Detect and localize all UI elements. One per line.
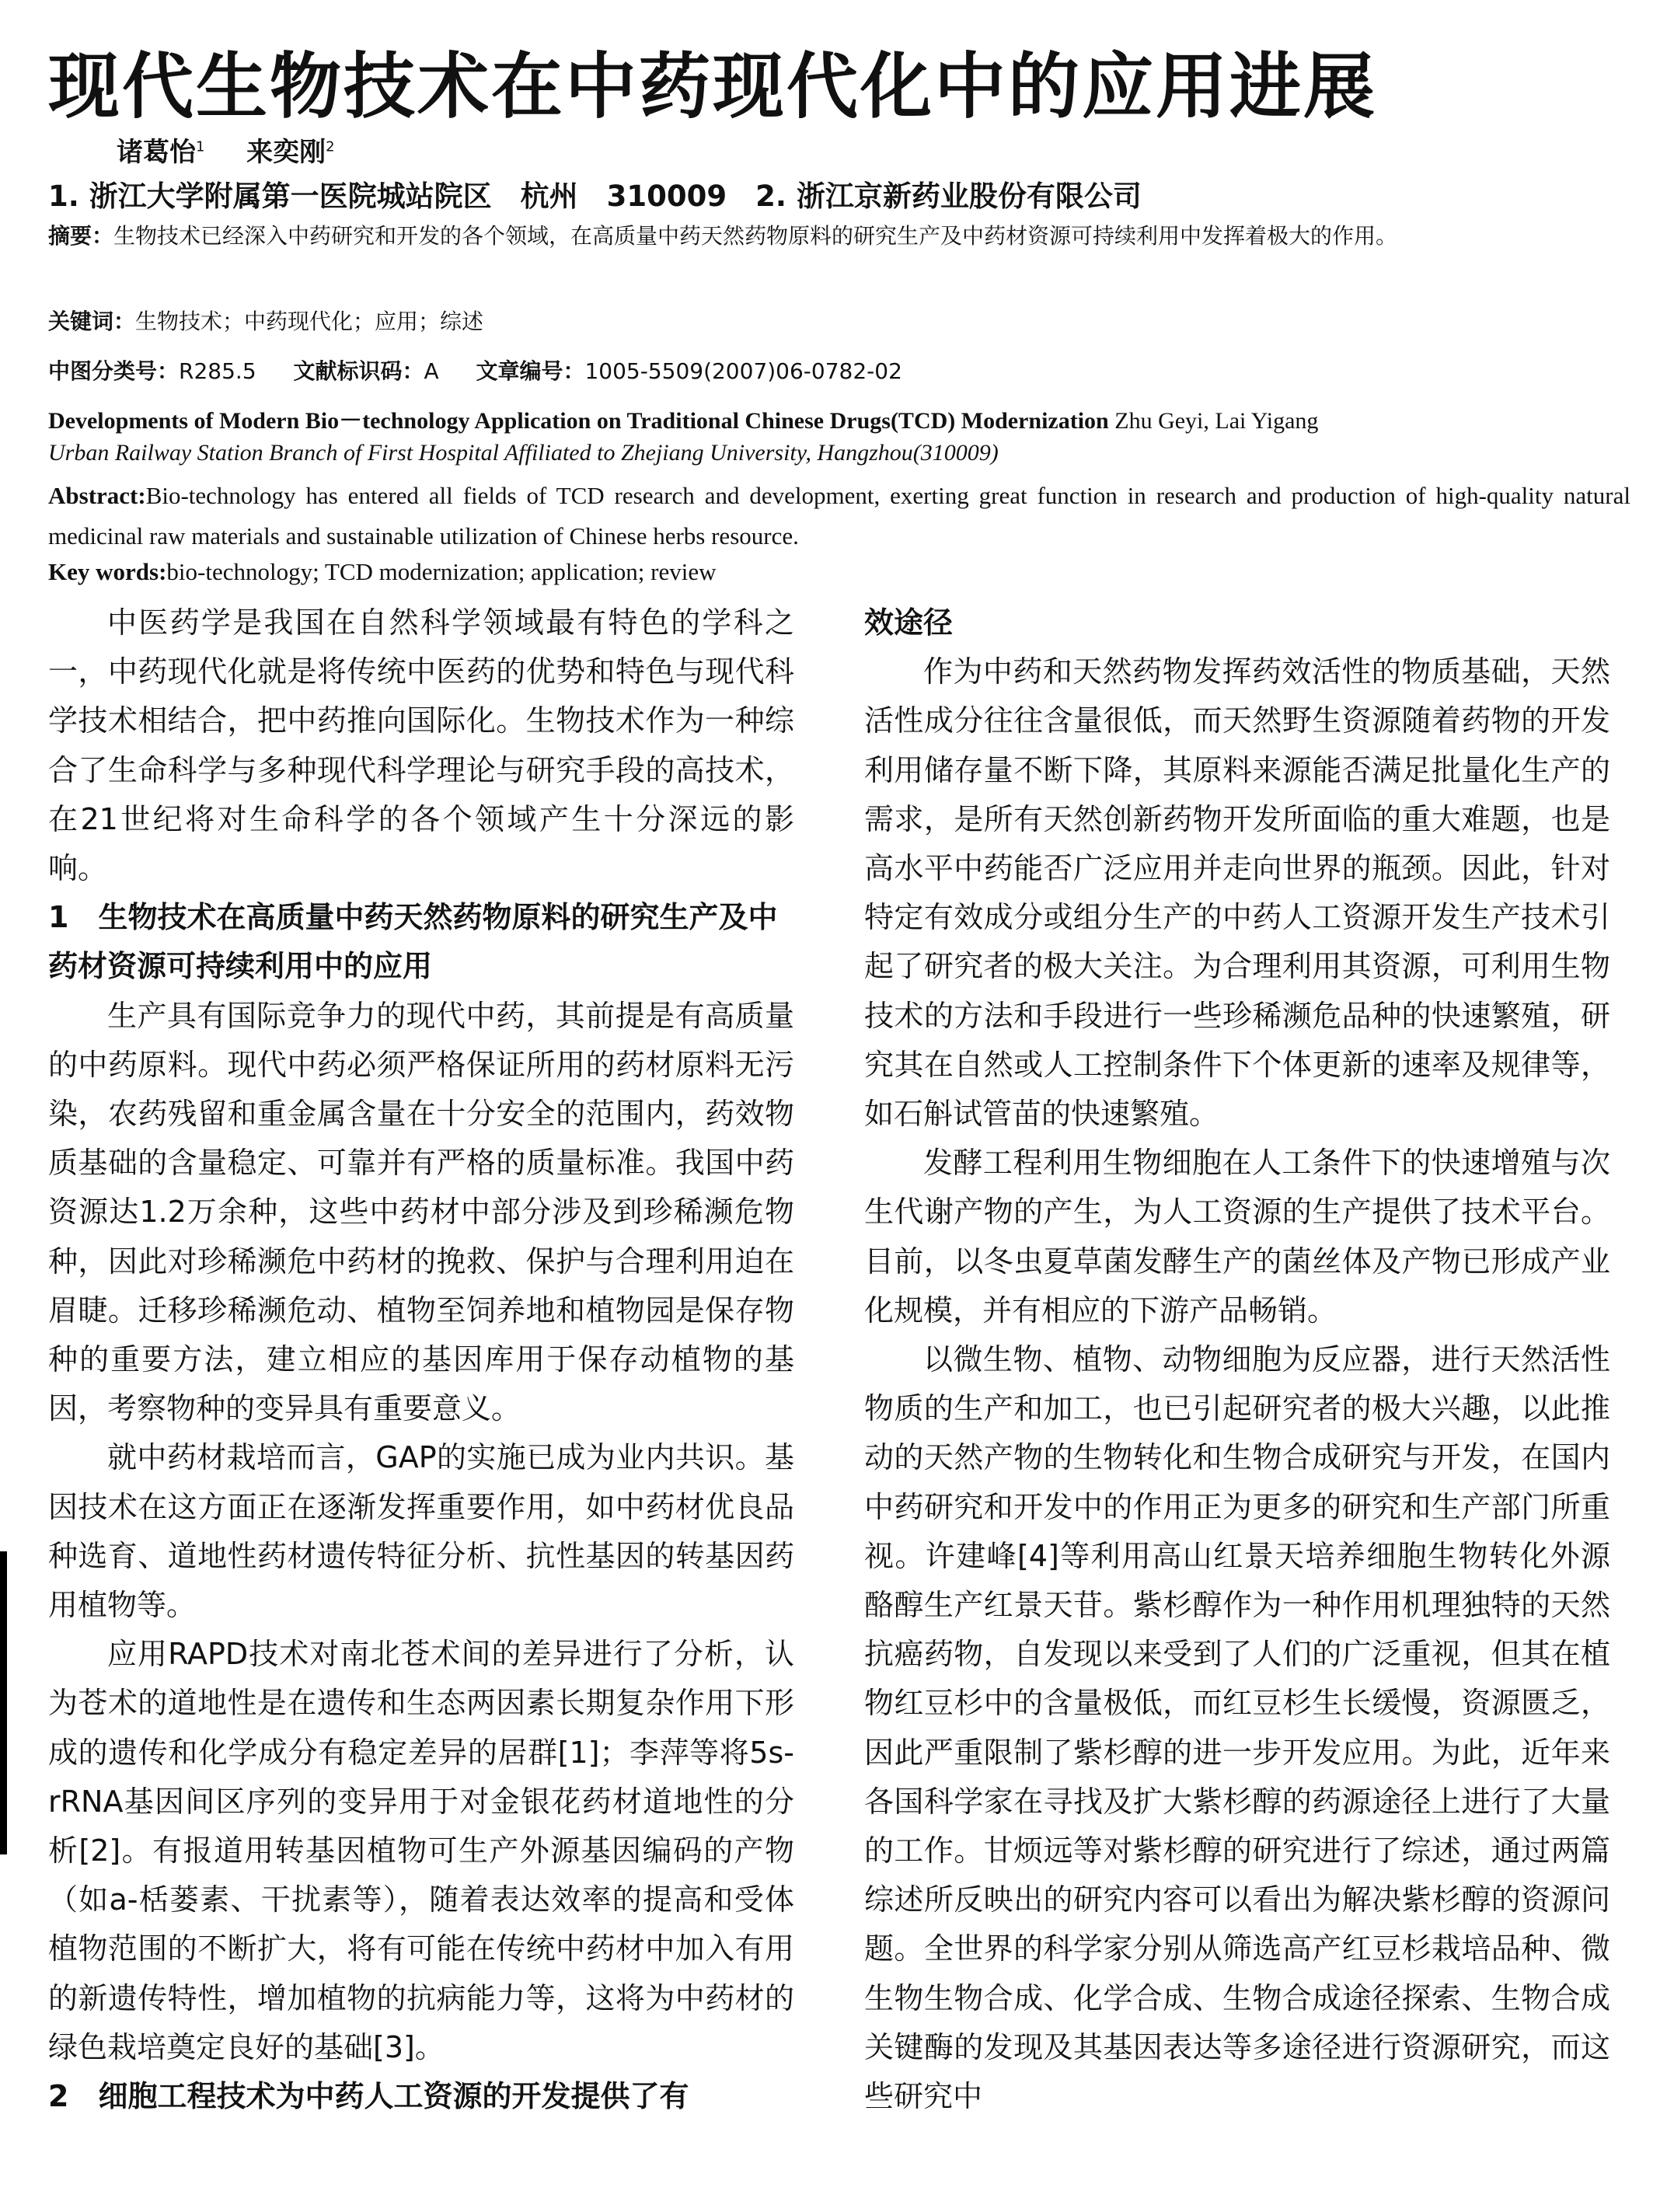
- english-abstract-text: Bio-technology has entered all fields of TCD research and development, exerting great function in research and production of high-quality natural medicinal raw materials and sustainable utilization of Chinese herbs resource.: [48, 482, 1630, 550]
- classification-line: [48, 354, 902, 386]
- abstract-zh: [48, 221, 1626, 252]
- english-keywords-label: Key words:: [48, 558, 167, 585]
- clc-label: 中图分类号：: [48, 358, 180, 384]
- scan-margin-mark: [0, 1551, 7, 1854]
- english-keywords: [48, 558, 717, 586]
- body-paragraph: 发酵工程利用生物细胞在人工条件下的快速增殖与次生代谢产物的产生，为人工资源的生产提供了技术平台。目前，以冬虫夏草菌发酵生产的菌丝体及产物已形成产业化规模，并有相应的下游产品畅销。: [864, 1146, 1610, 1328]
- doc-code-value: A: [424, 358, 439, 384]
- body-paragraph: 应用RAPD技术对南北苍术间的差异进行了分析，认为苍术的道地性是在遗传和生态两因素长期复杂作用下形成的遗传和化学成分有稳定差异的居群[1]；李萍等将5s-rRNA基因间区序列的变异用于对金银花药材道地性的分析[2]。有报道用转基因植物可生产外源基因编码的产物（如a-栝蒌素、干扰素等），随着表达效率的提高和受体植物范围的不断扩大，将有可能在传统中药材中加入有用的新遗传特性，增加植物的抗病能力等，这将为中药材的绿色栽培奠定良好的基础[3]。: [48, 1637, 794, 2064]
- abstract-zh-text: 生物技术已经深入中药研究和开发的各个领域，在高质量中药天然药物原料的研究生产及中药材资源可持续利用中发挥着极大的作用。: [113, 223, 1398, 249]
- abstract-zh-label: 摘要：: [48, 223, 114, 249]
- article-number-value: 1005-5509(2007)06-0782-02: [584, 358, 902, 384]
- keywords-zh: [48, 306, 1626, 337]
- body-paragraph: 生产具有国际竞争力的现代中药，其前提是有高质量的中药原料。现代中药必须严格保证所用的药材原料无污染，农药残留和重金属含量在十分安全的范围内，药效物质基础的含量稳定、可靠并有严格的质量标准。我国中药资源达1.2万余种，这些中药材中部分涉及到珍稀濒危物种，因此对珍稀濒危中药材的挽救、保护与合理利用迫在眉睫。迁移珍稀濒危动、植物至饲养地和植物园是保存物种的重要方法，建立相应的基因库用于保存动植物的基因，考察物种的变异具有重要意义。: [48, 998, 794, 1426]
- authors: [117, 131, 335, 169]
- body-right-column: [864, 598, 1610, 2121]
- english-title: Developments of Modern Bio－technology Application on Traditional Chinese Drugs(TCD) Modernization: [48, 408, 1109, 434]
- keywords-zh-label: 关键词：: [48, 309, 136, 334]
- english-abstract-label: Abstract:: [48, 482, 146, 509]
- body-paragraph: 就中药材栽培而言，GAP的实施已成为业内共识。基因技术在这方面正在逐渐发挥重要作用，如中药材优良品种选育、道地性药材遗传特征分析、抗性基因的转基因药用植物等。: [48, 1440, 794, 1623]
- affiliation: 1. 浙江大学附属第一医院城站院区 杭州 310009 2. 浙江京新药业股份有限公司: [48, 180, 1142, 213]
- doc-code-label: 文献标识码：: [293, 358, 424, 384]
- english-keywords-text: bio-technology; TCD modernization; application; review: [166, 558, 717, 585]
- body-paragraph: 以微生物、植物、动物细胞为反应器，进行天然活性物质的生产和加工，也已引起研究者的极大兴趣，以此推动的天然产物的生物转化和生物合成研究与开发，在国内中药研究和开发中的作用正为更多的研究和生产部门所重视。许建峰[4]等利用高山红景天培养细胞生物转化外源酪醇生产红景天苷。紫杉醇作为一种作用机理独特的天然抗癌药物，自发现以来受到了人们的广泛重视，但其在植物红豆杉中的含量极低，而红豆杉生长缓慢，资源匮乏，因此严重限制了紫杉醇的进一步开发应用。为此，近年来各国科学家在寻找及扩大紫杉醇的药源途径上进行了大量的工作。甘烦远等对紫杉醇的研究进行了综述，通过两篇综述所反映出的研究内容可以看出为解决紫杉醇的资源问题。全世界的科学家分别从筛选高产红豆杉栽培品种、微生物生物合成、化学合成、生物合成途径探索、生物合成关键酶的发现及其基因表达等多途径进行资源研究，而这些研究中: [864, 1342, 1610, 2114]
- author-2-affil-mark: 2: [326, 138, 335, 155]
- body-paragraph: 作为中药和天然药物发挥药效活性的物质基础，天然活性成分往往含量很低，而天然野生资源随着药物的开发利用储存量不断下降，其原料来源能否满足批量化生产的需求，是所有天然创新药物开发所面临的重大难题，也是高水平中药能否广泛应用并走向世界的瓶颈。因此，针对特定有效成分或组分生产的中药人工资源开发生产技术引起了研究者的极大关注。为合理利用其资源，可利用生物技术的方法和手段进行一些珍稀濒危品种的快速繁殖，研究其在自然或人工控制条件下个体更新的速率及规律等，如石斛试管苗的快速繁殖。: [864, 654, 1610, 1132]
- english-title-line: [48, 401, 1318, 435]
- section-heading-2-continued: 效途径: [864, 605, 954, 640]
- paper-title: 现代生物技术在中药现代化中的应用进展: [48, 45, 1378, 128]
- english-abstract: [48, 476, 1630, 556]
- body-paragraph: 中医药学是我国在自然科学领域最有特色的学科之一，中药现代化就是将传统中医药的优势和特色与现代科学技术相结合，把中药推向国际化。生物技术作为一种综合了生命科学与多种现代科学理论与研究手段的高技术，在21世纪将对生命科学的各个领域产生十分深远的影响。: [48, 605, 794, 886]
- section-heading-1: 1 生物技术在高质量中药天然药物原料的研究生产及中药材资源可持续利用中的应用: [48, 900, 778, 984]
- english-authors: Zhu Geyi, Lai Yigang: [1114, 408, 1319, 434]
- author-2: 来奕刚: [246, 137, 326, 168]
- body-left-column: [48, 598, 794, 2121]
- author-1-affil-mark: 1: [196, 138, 205, 155]
- author-1: 诸葛怡: [117, 137, 196, 168]
- article-number-label: 文章编号：: [476, 358, 585, 384]
- clc-value: R285.5: [179, 358, 256, 384]
- section-heading-2: 2 细胞工程技术为中药人工资源的开发提供了有: [48, 2079, 689, 2114]
- english-affiliation: Urban Railway Station Branch of First Hospital Affiliated to Zhejiang University, Hangzhou(310009): [48, 440, 999, 466]
- keywords-zh-text: 生物技术；中药现代化；应用；综述: [135, 309, 484, 334]
